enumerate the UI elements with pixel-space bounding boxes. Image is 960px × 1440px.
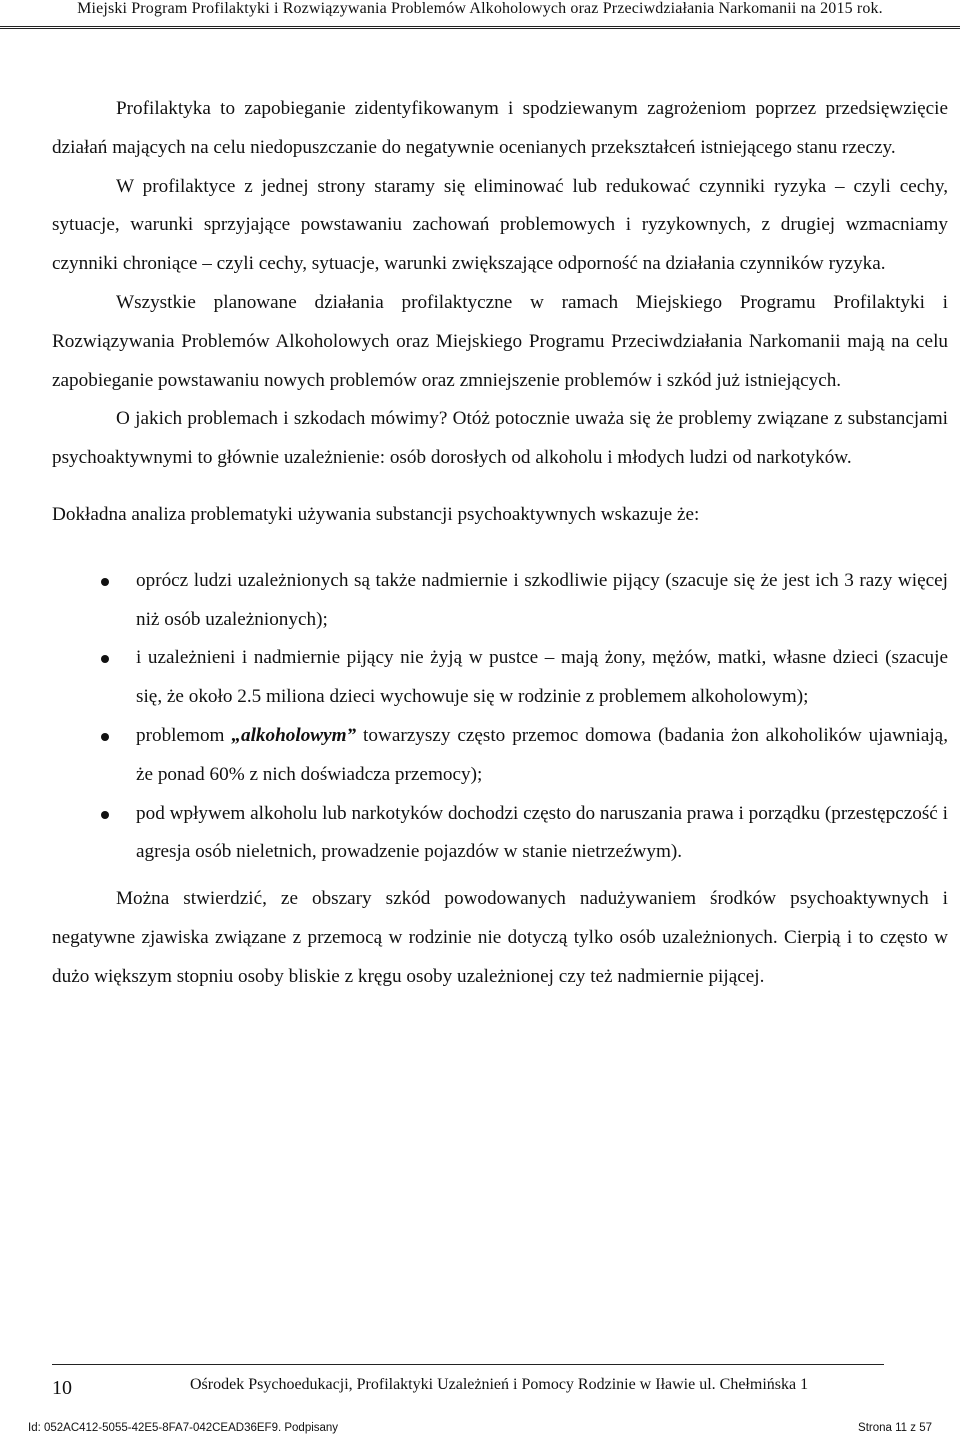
header-title: Miejski Program Profilaktyki i Rozwiązywania Problemów Alkoholowych oraz Przeciwdziałania Narkomanii na 2015 rok. [77,0,883,17]
list-item-text [136,717,948,795]
list-item-text: pod wpływem alkoholu lub narkotyków dochodzi często do naruszania prawa i porządku (przestępczość i agresja osób nieletnich, prowadzenie pojazdów w stanie nietrzeźwym). [136,802,948,863]
page-number: 10 [52,1377,72,1399]
footer-organization: Ośrodek Psychoedukacji, Profilaktyki Uzależnień i Pomocy Rodzinie w Iławie ul. Chełmińska 1 [190,1376,809,1393]
paragraph-risk-factors: W profilaktyce z jednej strony staramy się eliminować lub redukować czynniki ryzyka – czyli cechy, sytuacje, warunki sprzyjające powstawaniu zachowań problemowych i ryzykownych, z drugiej wzmacniamy czynniki chroniące – czyli cechy, sytuacje, warunki zwiększające odporność na działania czynników ryzyka. [52,175,948,275]
list-item [52,795,948,873]
list-item [52,562,948,640]
problems-list [52,562,948,872]
footer-divider [52,1364,884,1365]
paragraph-planned-actions: Wszystkie planowane działania profilaktyczne w ramach Miejskiego Programu Profilaktyki i Rozwiązywania Problemów Alkoholowych oraz Miejskiego Programu Przeciwdziałania Narkomanii mają na celu zapobieganie powstawaniu nowych problemów oraz zmniejszenie problemów i szkód już istniejących. [52,291,948,391]
paragraph-analysis-intro: Dokładna analiza problematyki używania substancji psychoaktywnych wskazuje że: [52,503,700,525]
bullet-icon [101,655,109,663]
paragraph-prevention-definition: Profilaktyka to zapobieganie zidentyfikowanym i spodziewanym zagrożeniom poprzez przedsięwzięcie działań mających na celu niedopuszczanie do negatywnie ocenianych przekształceń istniejącego stanu rzeczy. [52,98,948,158]
list-item [52,639,948,717]
document-body [52,90,948,997]
paragraph-problems-question: O jakich problemach i szkodach mówimy? Otóż potocznie uważa się że problemy związane z substancjami psychoaktywnymi to głównie uzależnienie: osób dorosłych od alkoholu i młodych ludzi od narkotyków. [52,408,948,469]
list-item-text: i uzależnieni i nadmiernie pijący nie żyją w pustce – mają żony, mężów, matki, własne dzieci (szacuje się, że około 2.5 miliona dzieci wychowuje się w rodzinie z problemem alkoholowym); [136,647,948,708]
document-id: Id: 052AC412-5055-42E5-8FA7-042CEAD36EF9. Podpisany [28,1422,339,1434]
running-header [0,0,960,29]
bullet-icon [101,811,109,819]
emphasized-word: „alkoholowym” [231,724,357,746]
paragraph-conclusion: Można stwierdzić, ze obszary szkód powodowanych nadużywaniem środków psychoaktywnych i negatywne zjawiska związane z przemocą w rodzinie nie dotyczą tylko osób uzależnionych. Cierpią i to często w dużo większym stopniu osoby bliskie z kręgu osoby uzależnionej czy też nadmiernie pijącej. [52,888,948,987]
bullet-icon [101,578,109,586]
list-item-text-start: problemom [136,724,232,746]
list-item [52,717,948,795]
list-item-text-end: towarzyszy często przemoc domowa (badania żon alkoholików ujawniają, że ponad 60% z nich doświadcza przemocy); [136,724,948,785]
page-counter: Strona 11 z 57 [858,1422,932,1434]
bullet-icon [101,733,109,741]
list-item-text: oprócz ludzi uzależnionych są także nadmiernie i szkodliwie pijący (szacuje się że jest ich 3 razy więcej niż osób uzależnionych); [136,569,948,630]
